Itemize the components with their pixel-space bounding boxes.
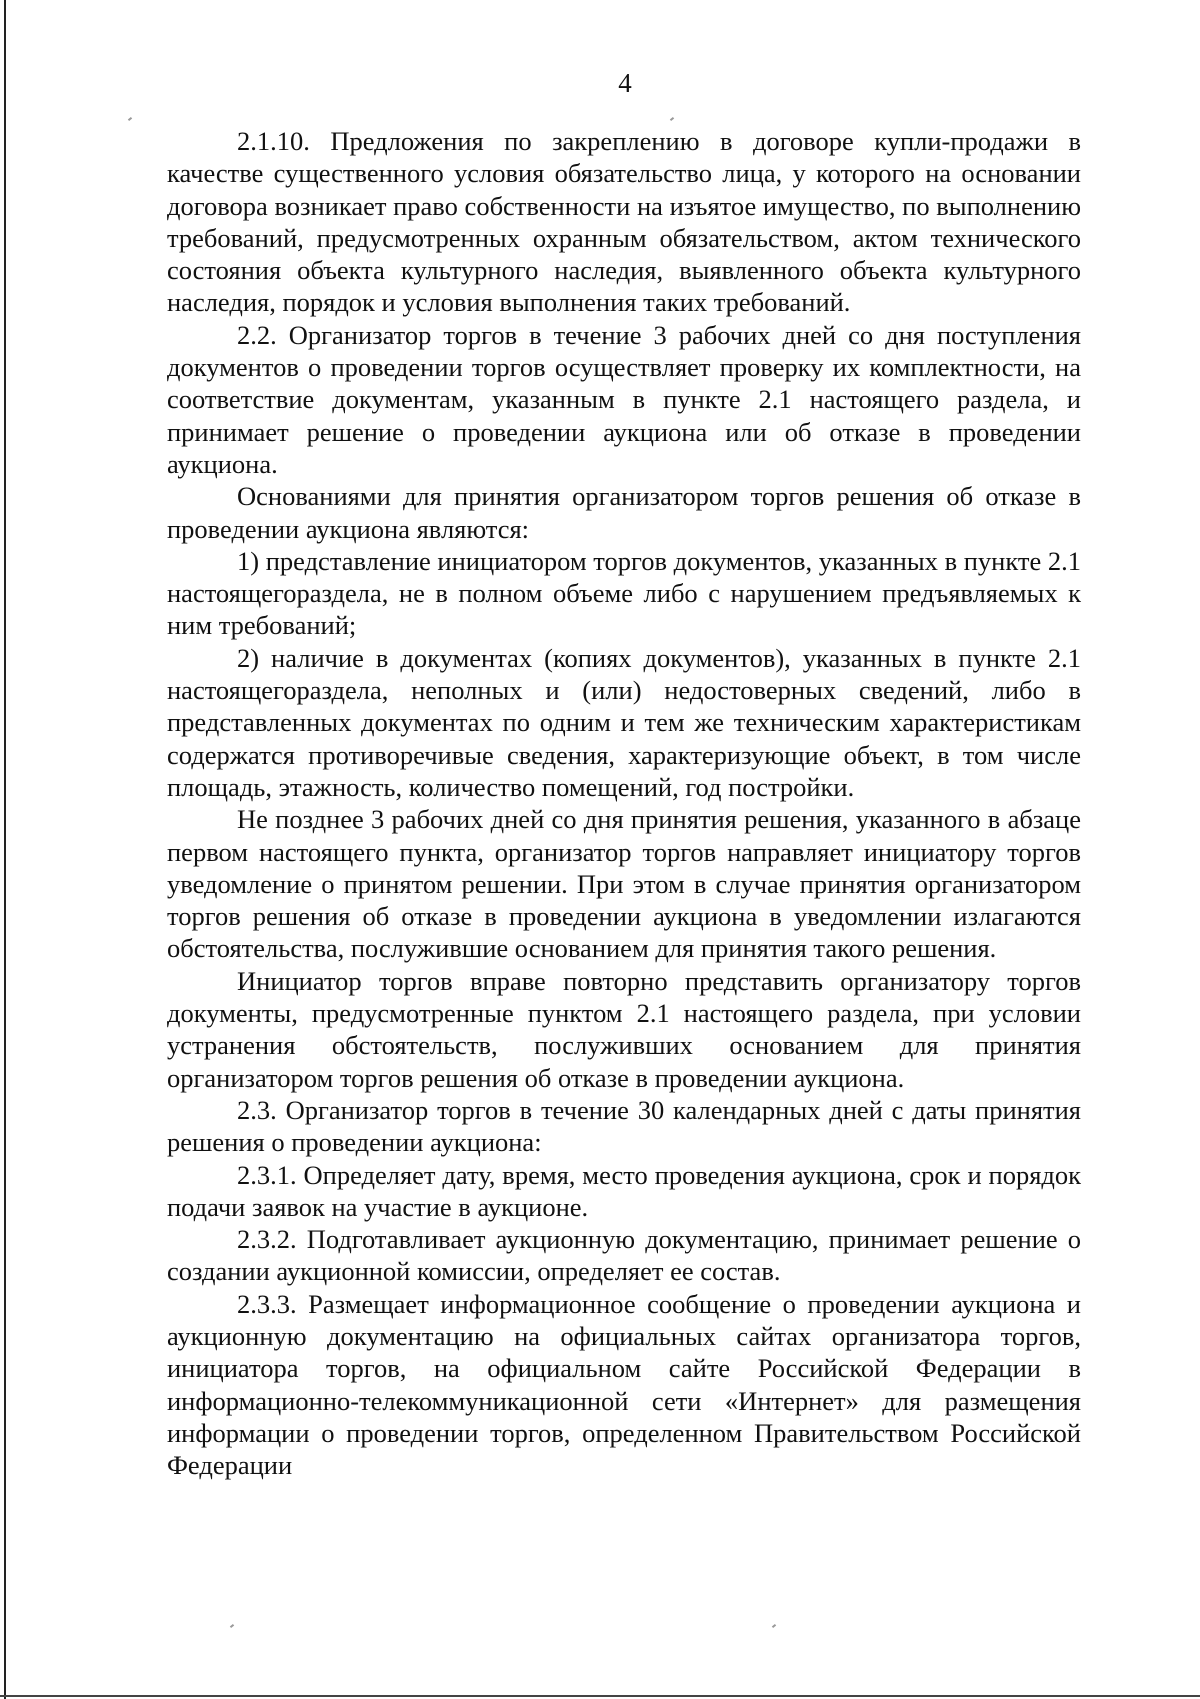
paragraph-2-3-1: 2.3.1. Определяет дату, время, место проведения аукциона, срок и порядок подачи заявок на участие в аукционе. xyxy=(167,1159,1081,1222)
scan-speck xyxy=(230,1624,234,1628)
paragraph-2-3-2: 2.3.2. Подготавливает аукционную документацию, принимает решение о создании аукционной комиссии, определяет ее состав. xyxy=(167,1224,1081,1287)
paragraph-2-3-3: 2.3.3. Размещает информационное сообщение о проведении аукциона и аукционную документацию на официальных сайтах организатора торгов, инициатора торгов, на официальном сайте Российской Федерации в информационно-телекоммуникационной сети «Интернет» для размещения информации о проведении торгов, определенном Правительством Российской Федерации xyxy=(167,1288,1081,1481)
paragraph-2-3: 2.3. Организатор торгов в течение 30 календарных дней с даты принятия решения о проведении аукциона: xyxy=(167,1094,1081,1158)
paragraph-ground-1: 1) представление инициатором торгов документов, указанных в пункте 2.1 настоящегораздела, не в полном объеме либо с нарушением предъявляемых к ним требований; xyxy=(167,545,1081,641)
paragraph-refusal-grounds: Основаниями для принятия организатором торгов решения об отказе в проведении аукциона являются: xyxy=(167,481,1081,544)
paragraph-notification: Не позднее 3 рабочих дней со дня принятия решения, указанного в абзаце первом настоящего пункта, организатор торгов направляет инициатору торгов уведомление о принятом решении. При этом в случае принятия организатором торгов решения об отказе в проведении аукциона в уведомлении излагаются обстоятельства, послужившие основанием для принятия такого решения. xyxy=(167,804,1081,964)
scan-speck xyxy=(670,117,674,121)
scan-edge-left xyxy=(4,0,6,1699)
paragraph-ground-2: 2) наличие в документах (копиях документов), указанных в пункте 2.1 настоящегораздела, неполных и (или) недостоверных сведений, либо в представленных документах по одним и тем же техническим характеристикам содержатся противоречивые сведения, характеризующие объект, в том числе площадь, этажность, количество помещений, год постройки. xyxy=(167,642,1081,802)
scan-speck xyxy=(772,1624,776,1628)
paragraph-2-1-10: 2.1.10. Предложения по закреплению в договоре купли-продажи в качестве существенного условия обязательство лица, у которого на основании договора возникает право собственности на изъятое имущество, по выполнению требований, предусмотренных охранным обязательством, актом технического состояния объекта культурного наследия, выявленного объекта культурного наследия, порядок и условия выполнения таких требований. xyxy=(167,126,1081,318)
paragraph-2-2: 2.2. Организатор торгов в течение 3 рабочих дней со дня поступления документов о проведении торгов осуществляет проверку их комплектности, на соответствие документам, указанным в пункте 2.1 настоящего раздела, и принимает решение о проведении аукциона или об отказе в проведении аукциона. xyxy=(167,319,1081,479)
paragraph-resubmission: Инициатор торгов вправе повторно представить организатору торгов документы, предусмотренные пунктом 2.1 настоящего раздела, при условии устранения обстоятельств, послуживших основанием для принятия организатором торгов решения об отказе в проведении аукциона. xyxy=(167,965,1081,1093)
document-body xyxy=(167,125,1081,1481)
page-number: 4 xyxy=(618,68,632,98)
scan-speck xyxy=(128,117,132,121)
scan-edge-bottom xyxy=(0,1695,1200,1697)
